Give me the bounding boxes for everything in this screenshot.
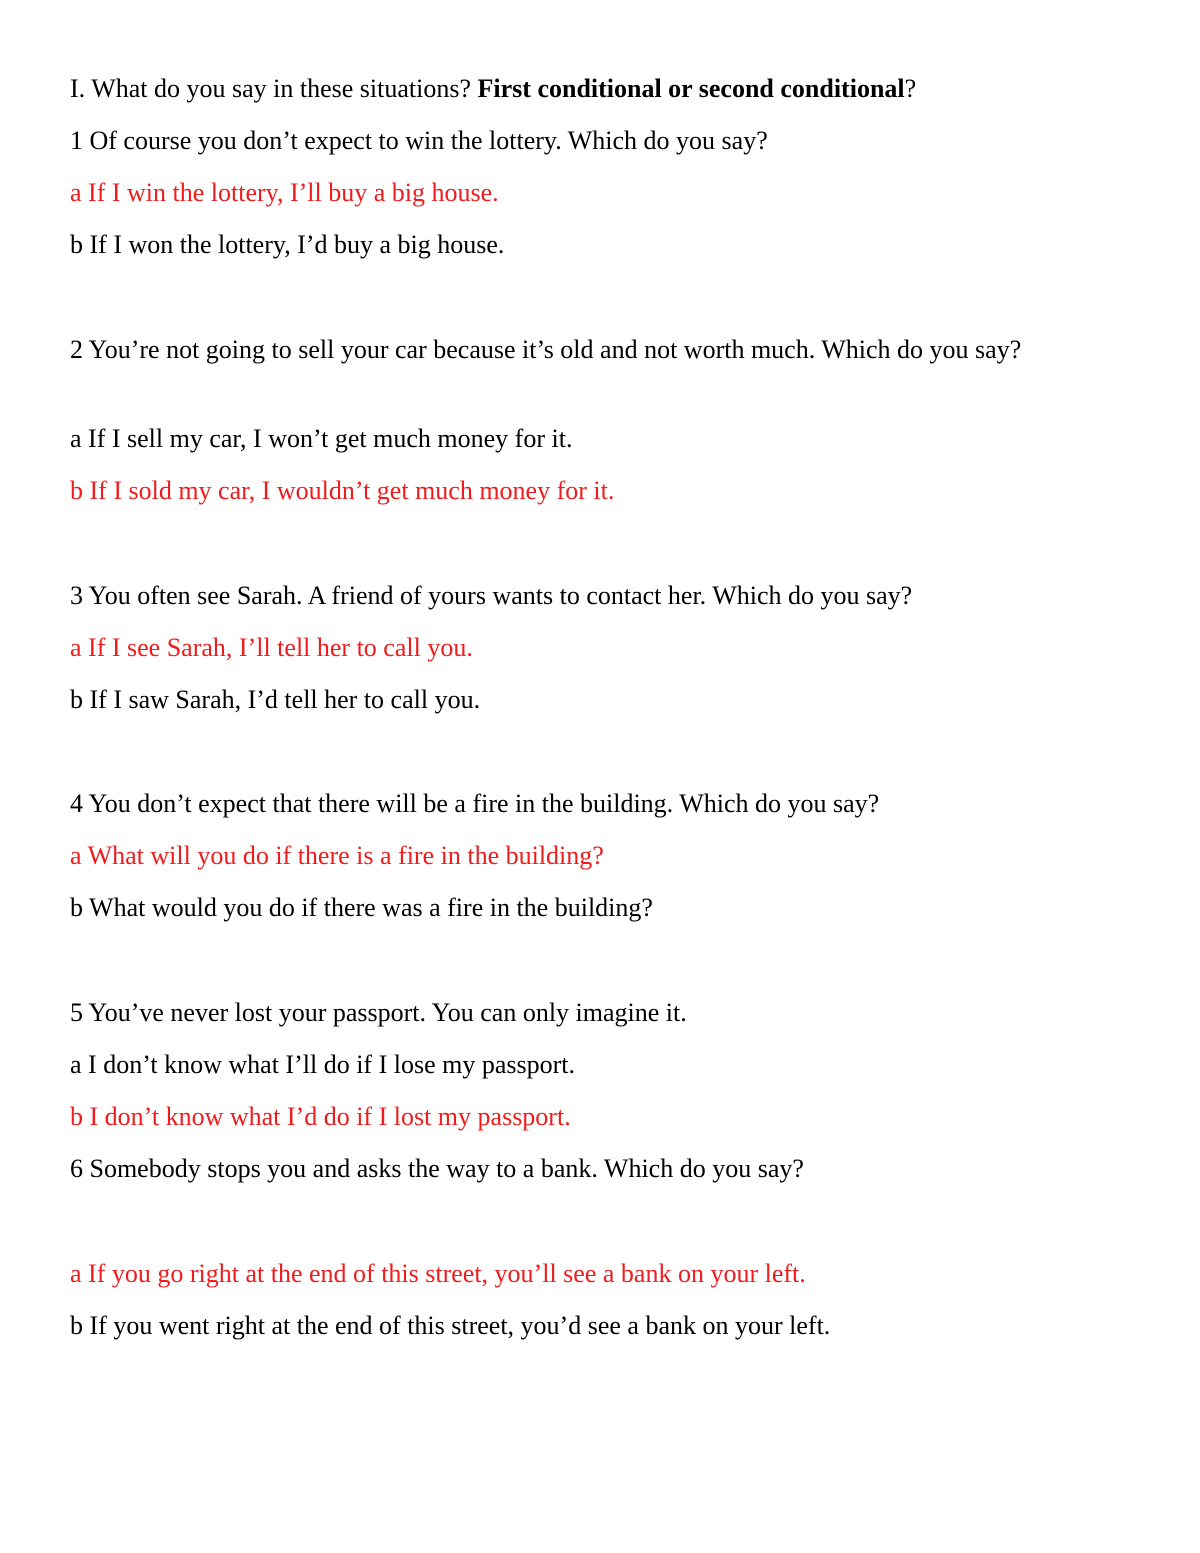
heading-suffix: ?: [904, 74, 917, 103]
question-3-prompt: 3 You often see Sarah. A friend of yours wants to contact her. Which do you say?: [70, 581, 913, 610]
question-4-option-b: b What would you do if there was a fire in the building?: [70, 893, 653, 922]
question-1-prompt: 1 Of course you don’t expect to win the lottery. Which do you say?: [70, 126, 768, 155]
question-5-option-a: a I don’t know what I’ll do if I lose my passport.: [70, 1050, 575, 1079]
exercise-heading: [70, 71, 1100, 107]
question-4-prompt: 4 You don’t expect that there will be a fire in the building. Which do you say?: [70, 789, 880, 818]
heading-bold: First conditional or second conditional: [477, 74, 905, 103]
question-5-prompt: 5 You’ve never lost your passport. You can only imagine it.: [70, 998, 687, 1027]
question-1-option-a: a If I win the lottery, I’ll buy a big house.: [70, 178, 499, 207]
question-6-option-b: b If you went right at the end of this street, you’d see a bank on your left.: [70, 1311, 831, 1340]
question-2-option-a: a If I sell my car, I won’t get much money for it.: [70, 424, 573, 453]
question-1-option-b: b If I won the lottery, I’d buy a big house.: [70, 230, 505, 259]
question-5-option-b: b I don’t know what I’d do if I lost my passport.: [70, 1102, 571, 1131]
question-4-option-a: a What will you do if there is a fire in the building?: [70, 841, 604, 870]
question-6-option-a: a If you go right at the end of this street, you’ll see a bank on your left.: [70, 1259, 806, 1288]
question-6-prompt: 6 Somebody stops you and asks the way to a bank. Which do you say?: [70, 1154, 804, 1183]
question-3-option-b: b If I saw Sarah, I’d tell her to call you.: [70, 685, 481, 714]
heading-prefix: I. What do you say in these situations?: [70, 74, 478, 103]
question-3-option-a: a If I see Sarah, I’ll tell her to call you.: [70, 633, 473, 662]
question-2-option-b: b If I sold my car, I wouldn’t get much money for it.: [70, 476, 615, 505]
question-2-prompt: 2 You’re not going to sell your car because it’s old and not worth much. Which do you say?: [70, 335, 1022, 364]
